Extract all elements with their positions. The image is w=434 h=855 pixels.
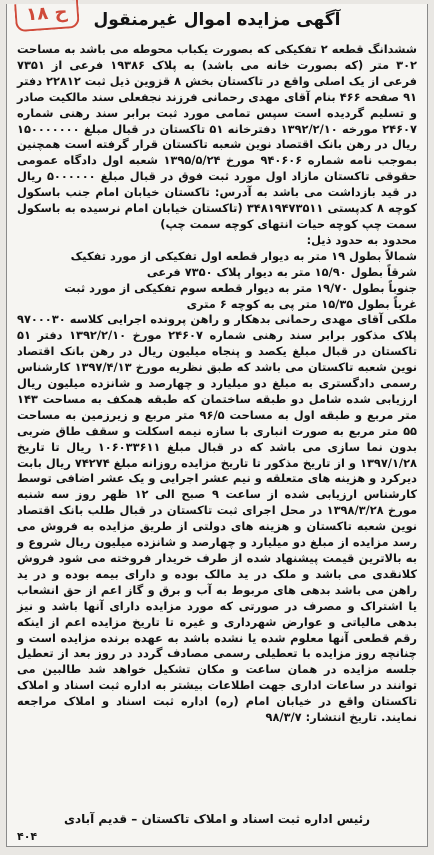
- boundaries-heading: محدود به حدود ذیل:: [306, 232, 417, 247]
- publish-date: ۹۸/۳/۷: [265, 710, 302, 725]
- boundary-west: غرباً بطول ۱۵/۳۵ متر پی به کوچه ۶ متری: [186, 296, 417, 311]
- property-description: ششدانگ قطعه ۲ تفکیکی که بصورت یکباب محوطه می باشد به مساحت ۳۰۲ متر (که بصورت خانه می باشد) به پلاک ۱۹۳۸۶ فرعی از ۷۳۵۱ فرعی از یک اصلی واقع در تاکستان بخش ۸ قزوین ذیل ثبت ۲۲۸۱۲ دفتر ۹۱ صفحه ۴۶۶ بنام آقای مهدی رحمانی فرزند نجفعلی سند مالکیت صادر و تسلیم گردیده است سپس تمامی مورد ثبت برابر سند رهنی شماره ۲۴۶۰۷ مورخه ۱۳۹۲/۲/۱۰ دفترخانه ۵۱ تاکستان در قبال مبلغ ۱۵۰۰۰۰۰۰۰ ریال در رهن بانک اقتصاد نوین شعبه تاکستان قرار گرفته است همچنین بموجب نامه شماره ۹۴۰۶۰۶ مورخ ۱۳۹۵/۵/۲۴ شعبه اول دادگاه عمومی حقوقی تاکستان مازاد اول مورد ثبت فوق در قبال مبلغ ۵۰۰۰۰۰۰ ریال در قید بازداشت می باشد به آدرس: تاکستان خیابان امام جنب باسکول کوچه ۸ کدپستی ۳۴۸۱۹۴۷۳۵۱۱ (تاکستان خیابان امام نرسیده به باسکول سمت چپ کوچه حیات انتهای کوچه سمت چپ): [17, 42, 417, 231]
- handwritten-stamp: ۱۸ ح: [14, 0, 80, 32]
- notice-sheet: [6, 1, 428, 847]
- boundary-south: جنوباً بطول ۱۹/۷۰ متر به دیوار قطعه سوم تفکیکی از مورد ثبت: [64, 280, 417, 295]
- auction-details: [17, 312, 417, 726]
- signature-line: رئیس اداره ثبت اسناد و املاک تاکستان – قدیم آبادی: [63, 812, 371, 826]
- boundary-east: شرقاً بطول ۱۵/۹۰ متر به دیوار پلاک ۷۳۵۰ فرعی: [146, 264, 417, 279]
- boundary-north: شمالاً بطول ۱۹ متر به دیوار قطعه اول تفکیکی از مورد تفکیک: [70, 248, 417, 263]
- page-number: ۴۰۴: [17, 830, 38, 843]
- notice-body: [17, 42, 417, 726]
- publish-label: تاریخ انتشار:: [305, 710, 377, 725]
- notice-title: آگهی مزایده اموال غیرمنقول: [93, 10, 341, 30]
- auction-text: ملکی آقای مهدی رحمانی بدهکار و راهن پرونده اجرایی کلاسه ۹۷۰۰۰۳۰ پلاک مذکور برابر سند رهنی شماره ۲۴۶۰۷ مورخ ۱۳۹۲/۲/۱۰ دفتر ۵۱ تاکستان در قبال مبلغ یکصد و پنجاه میلیون ریال در رهن بانک اقتصاد نوین شعبه تاکستان می باشد که طبق نظریه مورخ ۱۳۹۷/۴/۱۳ کارشناس رسمی دادگستری به مبلغ دو میلیارد و چهارصد و شانزده میلیون ریال ارزیابی شده شامل دو طبقه ساختمان که طبقه همکف به مساحت ۱۴۳ متر مربع و طبقه اول به مساحت ۹۶/۵ متر مربع و زیرزمین به مساحت ۵۵ متر مربع به صورت انباری با سازه نیمه اسکلت و سقف طاق ضربی بدون نما سازی می باشد که در قبال مبلغ ۱۰۶۰۳۳۶۱۱ ریال تا تاریخ ۱۳۹۷/۱/۲۸ و از تاریخ مذکور تا تاریخ مزایده روزانه مبلغ ۷۴۲۷۴ ریال بابت دیرکرد و هزینه های متعلقه و نیم عشر اجرایی و یک عشر اضافی توسط کارشناس ارزیابی شده از ساعت ۹ صبح الی ۱۲ ظهر روز سه شنبه مورخ ۱۳۹۸/۳/۲۸ در محل اجرای ثبت تاکستان در قبال طلب بانک اقتصاد نوین شعبه تاکستان و هزینه های دولتی از طریق مزایده به فروش می رسد مزایده از مبلغ دو میلیارد و چهارصد و شانزده میلیون ریال شروع و به بالاترین قیمت پیشنهاد شده از طرف خریدار فروخته می شود فروش کلانقدی می باشد و ملک در ید مالک بوده و دارای بیمه بوده و در ید راهن می باشد بدهی های مربوط به آب و برق و گاز اعم از حق انشعاب یا اشتراک و مصرف در صورتی که مورد مزایده دارای آنها باشد و نیز بدهی مالیاتی و عوارض شهرداری و غیره تا تاریخ مزایده اعم از اینکه رقم قطعی آنها معلوم شده یا نشده باشد به عهده برنده مزایده است و چنانچه روز مزایده با تعطیلی رسمی مصادف گردد در روز بعد از تعطیل جلسه مزایده در همان ساعت و مکان تشکیل خواهد شد طالبین می توانند در ساعات اداری جهت اطلاعات بیشتر به اداره ثبت اسناد و املاک تاکستان واقع در خیابان امام (ره) اداره ثبت اسناد و املاک مراجعه نمایند.: [17, 312, 418, 725]
